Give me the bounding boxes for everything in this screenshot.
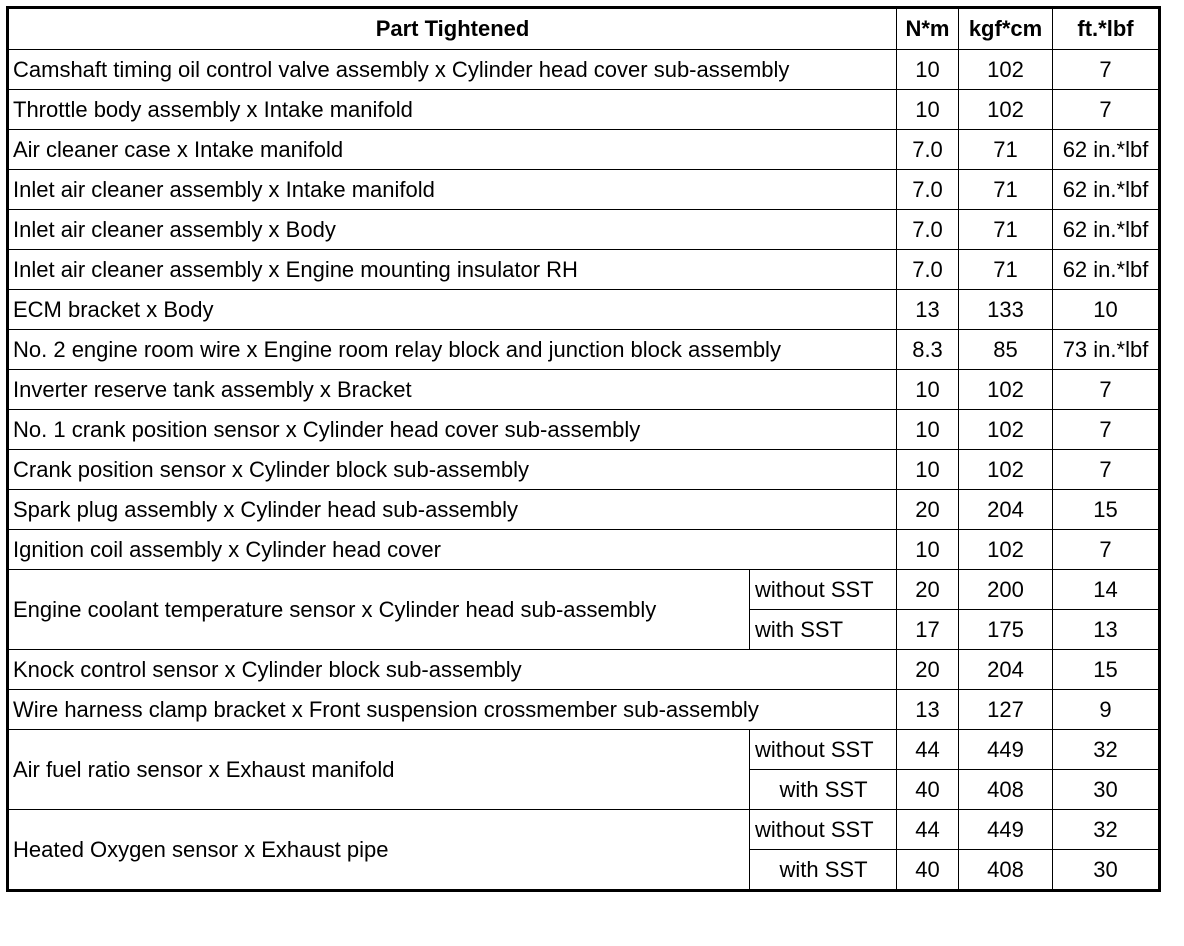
table-row xyxy=(8,810,1160,850)
part-cell: Inlet air cleaner assembly x Engine mounting insulator RH xyxy=(8,250,897,290)
condition-cell: without SST xyxy=(750,730,897,770)
table-row xyxy=(8,170,1160,210)
ft-cell: 7 xyxy=(1053,530,1160,570)
kgf-cell: 71 xyxy=(959,170,1053,210)
kgf-cell: 133 xyxy=(959,290,1053,330)
torque-spec-document xyxy=(6,6,1161,892)
part-cell: Knock control sensor x Cylinder block sub-assembly xyxy=(8,650,897,690)
nm-cell: 7.0 xyxy=(897,210,959,250)
kgf-cell: 102 xyxy=(959,50,1053,90)
part-cell: Inlet air cleaner assembly x Intake manifold xyxy=(8,170,897,210)
part-cell: Ignition coil assembly x Cylinder head cover xyxy=(8,530,897,570)
table-row xyxy=(8,90,1160,130)
part-cell: No. 2 engine room wire x Engine room relay block and junction block assembly xyxy=(8,330,897,370)
ft-cell: 30 xyxy=(1053,850,1160,891)
ft-cell: 13 xyxy=(1053,610,1160,650)
nm-cell: 10 xyxy=(897,450,959,490)
ft-cell: 32 xyxy=(1053,810,1160,850)
kgf-cell: 102 xyxy=(959,370,1053,410)
header-ft-lbf: ft.*lbf xyxy=(1053,8,1160,50)
table-row xyxy=(8,490,1160,530)
kgf-cell: 102 xyxy=(959,450,1053,490)
table-row xyxy=(8,730,1160,770)
kgf-cell: 449 xyxy=(959,730,1053,770)
header-nm: N*m xyxy=(897,8,959,50)
table-row xyxy=(8,370,1160,410)
condition-cell: without SST xyxy=(750,570,897,610)
part-cell: Crank position sensor x Cylinder block sub-assembly xyxy=(8,450,897,490)
ft-cell: 15 xyxy=(1053,490,1160,530)
nm-cell: 10 xyxy=(897,410,959,450)
kgf-cell: 71 xyxy=(959,210,1053,250)
table-row xyxy=(8,650,1160,690)
table-row xyxy=(8,250,1160,290)
part-cell: Air fuel ratio sensor x Exhaust manifold xyxy=(8,730,750,810)
nm-cell: 7.0 xyxy=(897,130,959,170)
nm-cell: 44 xyxy=(897,730,959,770)
kgf-cell: 102 xyxy=(959,90,1053,130)
kgf-cell: 102 xyxy=(959,530,1053,570)
table-row xyxy=(8,330,1160,370)
ft-cell: 7 xyxy=(1053,410,1160,450)
kgf-cell: 408 xyxy=(959,850,1053,891)
nm-cell: 7.0 xyxy=(897,250,959,290)
ft-cell: 10 xyxy=(1053,290,1160,330)
nm-cell: 20 xyxy=(897,650,959,690)
ft-cell: 30 xyxy=(1053,770,1160,810)
ft-cell: 62 in.*lbf xyxy=(1053,170,1160,210)
nm-cell: 13 xyxy=(897,690,959,730)
condition-cell: with SST xyxy=(750,850,897,891)
table-row xyxy=(8,690,1160,730)
nm-cell: 20 xyxy=(897,570,959,610)
ft-cell: 62 in.*lbf xyxy=(1053,250,1160,290)
nm-cell: 20 xyxy=(897,490,959,530)
nm-cell: 40 xyxy=(897,770,959,810)
part-cell: Wire harness clamp bracket x Front suspension crossmember sub-assembly xyxy=(8,690,897,730)
ft-cell: 62 in.*lbf xyxy=(1053,130,1160,170)
condition-cell: with SST xyxy=(750,610,897,650)
nm-cell: 10 xyxy=(897,370,959,410)
ft-cell: 9 xyxy=(1053,690,1160,730)
ft-cell: 14 xyxy=(1053,570,1160,610)
nm-cell: 40 xyxy=(897,850,959,891)
table-row xyxy=(8,570,1160,610)
table-row xyxy=(8,450,1160,490)
table-row xyxy=(8,130,1160,170)
part-cell: Throttle body assembly x Intake manifold xyxy=(8,90,897,130)
torque-spec-table xyxy=(6,6,1161,892)
part-cell: No. 1 crank position sensor x Cylinder head cover sub-assembly xyxy=(8,410,897,450)
nm-cell: 10 xyxy=(897,50,959,90)
kgf-cell: 408 xyxy=(959,770,1053,810)
table-row xyxy=(8,530,1160,570)
ft-cell: 7 xyxy=(1053,370,1160,410)
part-cell: Inverter reserve tank assembly x Bracket xyxy=(8,370,897,410)
ft-cell: 7 xyxy=(1053,450,1160,490)
ft-cell: 62 in.*lbf xyxy=(1053,210,1160,250)
nm-cell: 10 xyxy=(897,90,959,130)
part-cell: Heated Oxygen sensor x Exhaust pipe xyxy=(8,810,750,891)
part-cell: Inlet air cleaner assembly x Body xyxy=(8,210,897,250)
kgf-cell: 71 xyxy=(959,130,1053,170)
header-part-tightened: Part Tightened xyxy=(8,8,897,50)
kgf-cell: 102 xyxy=(959,410,1053,450)
ft-cell: 7 xyxy=(1053,50,1160,90)
part-cell: Engine coolant temperature sensor x Cylinder head sub-assembly xyxy=(8,570,750,650)
ft-cell: 73 in.*lbf xyxy=(1053,330,1160,370)
nm-cell: 44 xyxy=(897,810,959,850)
header-kgf-cm: kgf*cm xyxy=(959,8,1053,50)
kgf-cell: 204 xyxy=(959,490,1053,530)
part-cell: Spark plug assembly x Cylinder head sub-assembly xyxy=(8,490,897,530)
table-row xyxy=(8,410,1160,450)
table-row xyxy=(8,210,1160,250)
nm-cell: 8.3 xyxy=(897,330,959,370)
nm-cell: 13 xyxy=(897,290,959,330)
part-cell: Air cleaner case x Intake manifold xyxy=(8,130,897,170)
table-row xyxy=(8,290,1160,330)
condition-cell: with SST xyxy=(750,770,897,810)
part-cell: Camshaft timing oil control valve assembly x Cylinder head cover sub-assembly xyxy=(8,50,897,90)
nm-cell: 17 xyxy=(897,610,959,650)
nm-cell: 10 xyxy=(897,530,959,570)
kgf-cell: 200 xyxy=(959,570,1053,610)
kgf-cell: 127 xyxy=(959,690,1053,730)
kgf-cell: 85 xyxy=(959,330,1053,370)
kgf-cell: 204 xyxy=(959,650,1053,690)
ft-cell: 7 xyxy=(1053,90,1160,130)
kgf-cell: 449 xyxy=(959,810,1053,850)
kgf-cell: 71 xyxy=(959,250,1053,290)
condition-cell: without SST xyxy=(750,810,897,850)
header-row xyxy=(8,8,1160,50)
nm-cell: 7.0 xyxy=(897,170,959,210)
ft-cell: 32 xyxy=(1053,730,1160,770)
ft-cell: 15 xyxy=(1053,650,1160,690)
kgf-cell: 175 xyxy=(959,610,1053,650)
table-row xyxy=(8,50,1160,90)
part-cell: ECM bracket x Body xyxy=(8,290,897,330)
